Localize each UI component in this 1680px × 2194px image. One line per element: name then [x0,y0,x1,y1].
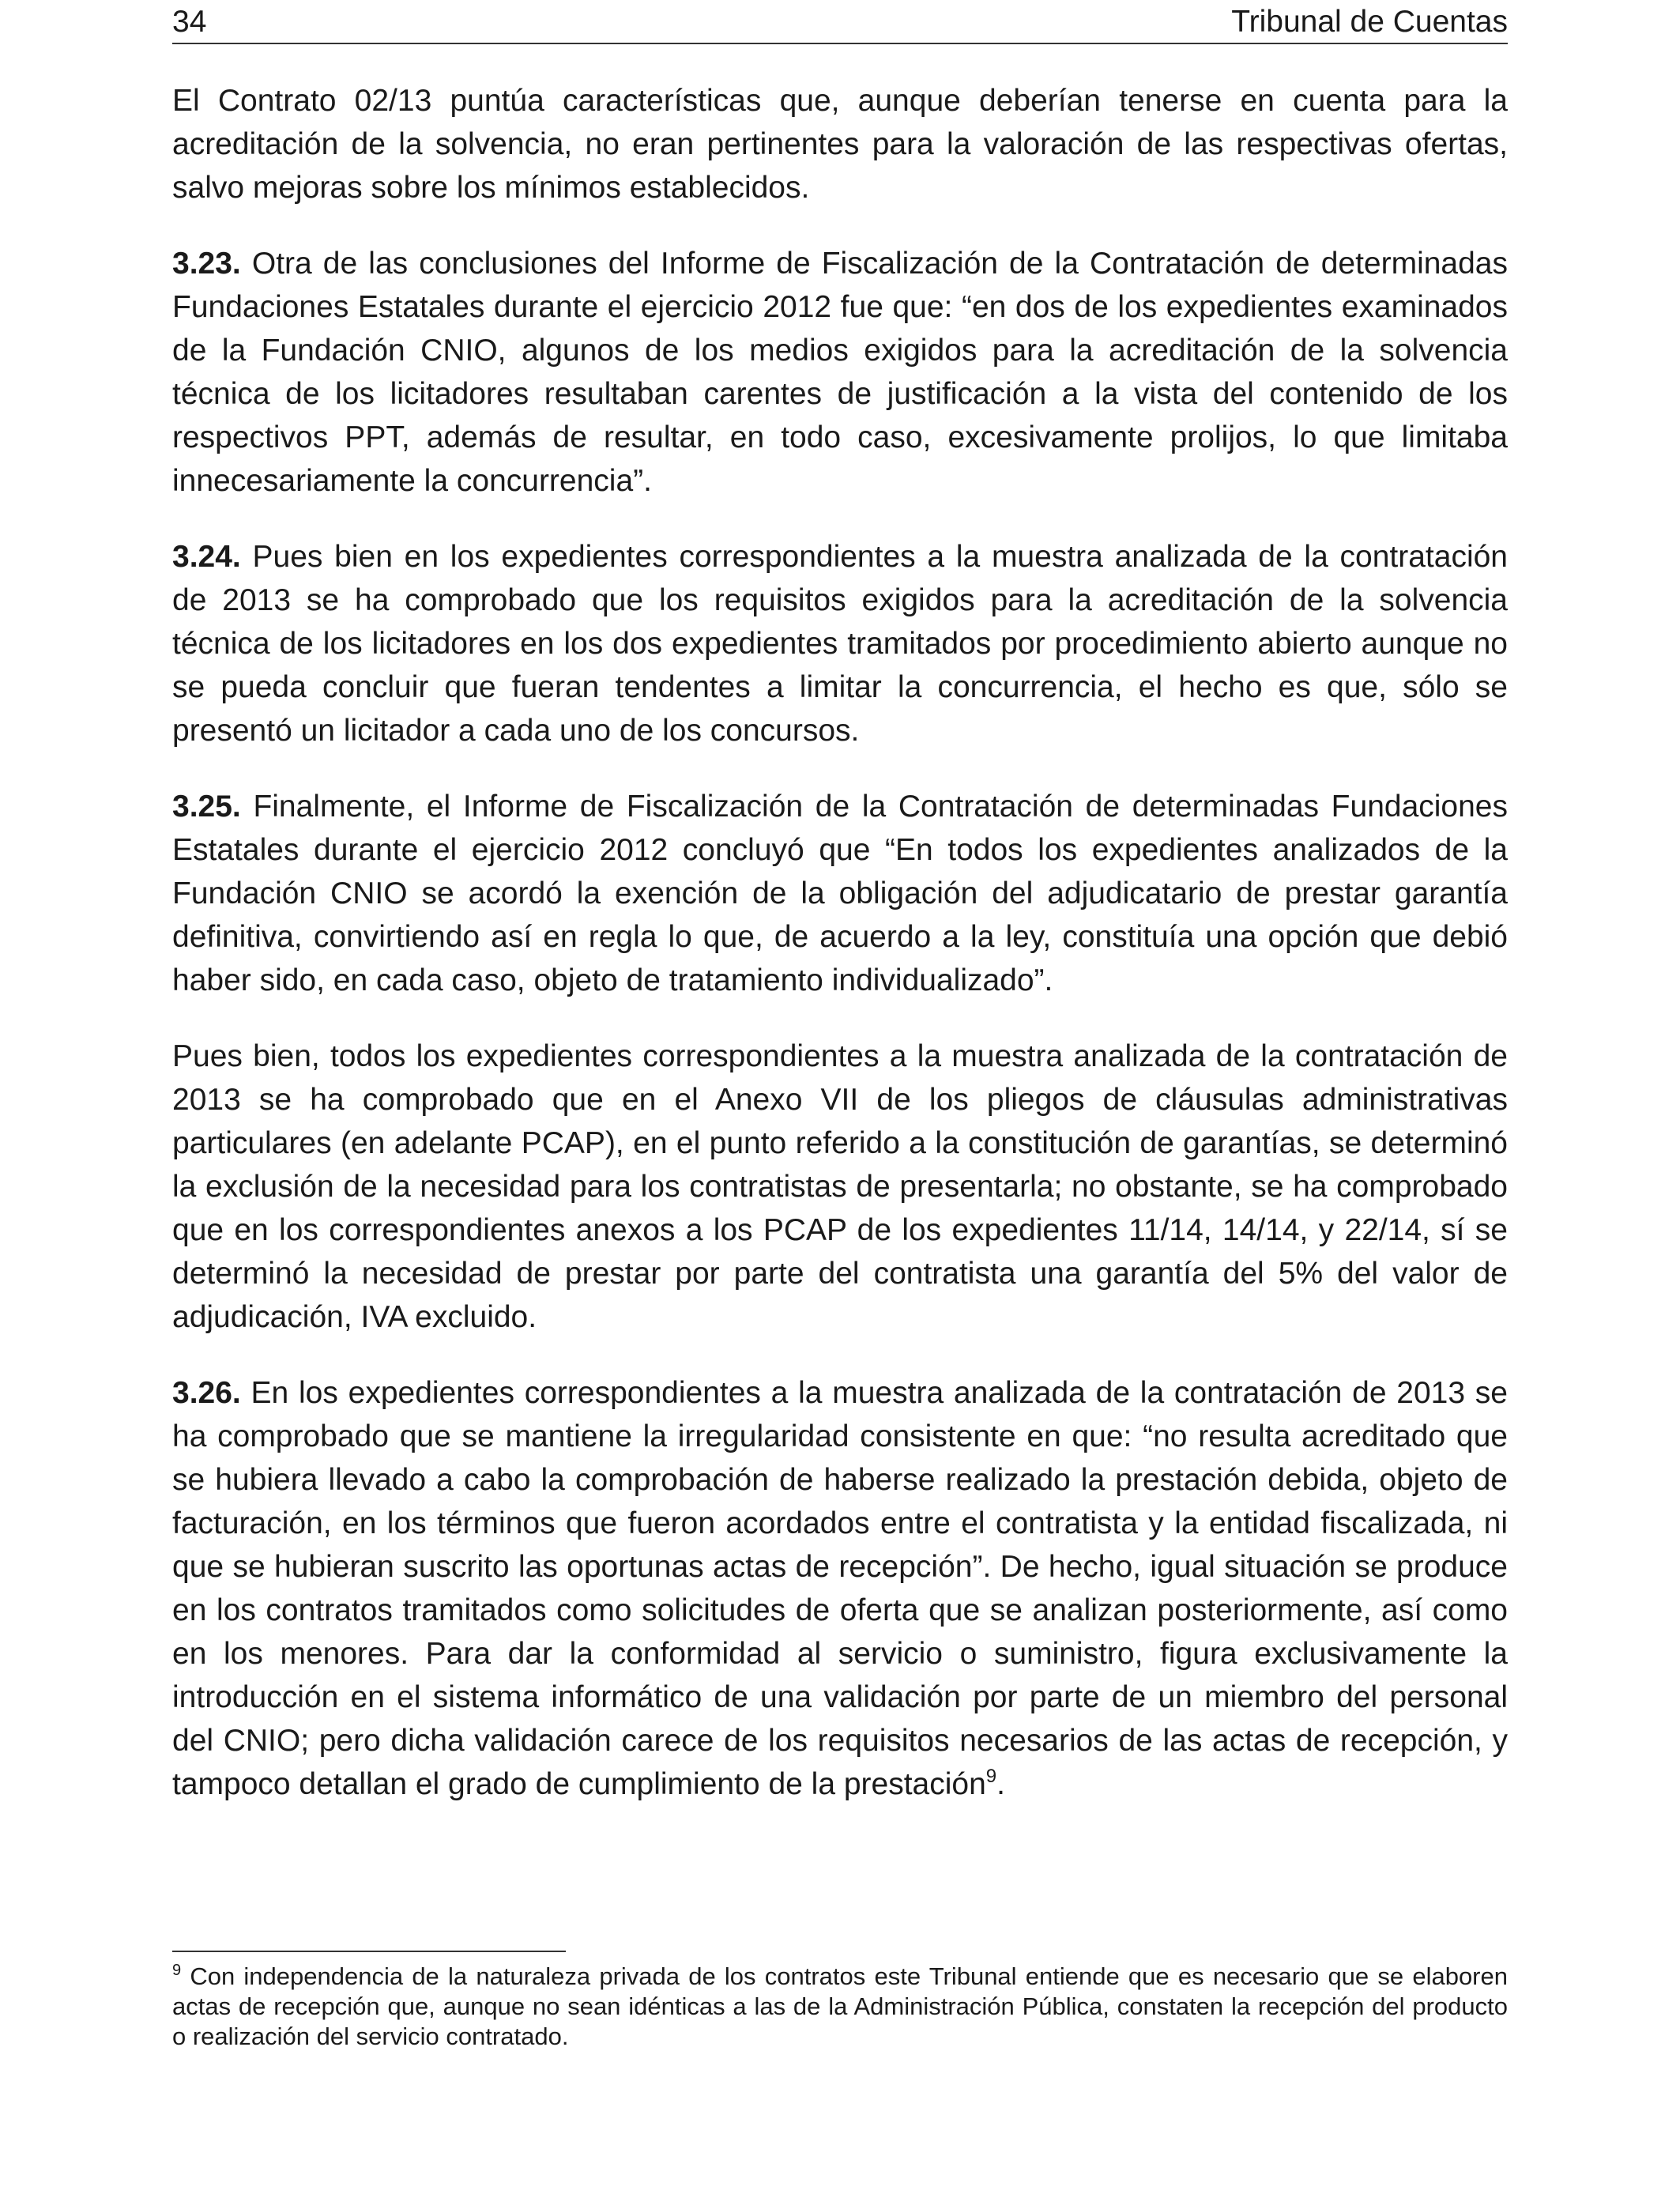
page-header [172,2,1508,44]
footnote-marker: 9 [172,1962,182,1979]
document-title: Tribunal de Cuentas [1231,5,1508,39]
body-text [172,79,1508,1838]
paragraph-3-26 [172,1371,1508,1806]
paragraph-3-24 [172,535,1508,752]
paragraph [172,1035,1508,1339]
paragraph-text: Finalmente, el Informe de Fiscalización de la Contratación de determinadas Fundaciones Estatales durante el ejercicio 2012 concluyó que “En todos los expedientes analizados de la Fundación CNIO se acordó la exención de la obligación del adjudicatario de prestar garantía definitiva, convirtiendo así en regla lo que, de acuerdo a la ley, constituía una opción que debió haber sido, en cada caso, objeto de tratamiento individualizado”. [172,790,1508,997]
paragraph-3-25 [172,785,1508,1002]
footnote-separator [172,1951,566,1952]
paragraph-number: 3.24. [172,540,241,574]
paragraph-suffix: . [996,1767,1005,1801]
paragraph-number: 3.26. [172,1376,241,1410]
paragraph-text: Pues bien en los expedientes correspondientes a la muestra analizada de la contratación de 2013 se ha comprobado que los requisitos exigidos para la acreditación de la solvencia técnica de los licitadores en los dos expedientes tramitados por procedimiento abierto aunque no se pueda concluir que fueran tendentes a limitar la concurrencia, el hecho es que, sólo se presentó un licitador a cada uno de los concursos. [172,540,1508,748]
paragraph-text: Pues bien, todos los expedientes correspondientes a la muestra analizada de la contratación de 2013 se ha comprobado que en el Anexo VII de los pliegos de cláusulas administrativas particulares (en adelante PCAP), en el punto referido a la constitución de garantías, se determinó la exclusión de la necesidad para los contratistas de presentarla; no obstante, se ha comprobado que en los correspondientes anexos a los PCAP de los expedientes 11/14, 14/14, y 22/14, sí se determinó la necesidad de prestar por parte del contratista una garantía del 5% del valor de adjudicación, IVA excluido. [172,1039,1508,1334]
page-number: 34 [172,5,207,39]
paragraph-text: En los expedientes correspondientes a la muestra analizada de la contratación de 2013 se ha comprobado que se mantiene la irregularidad consistente en que: “no resulta acreditado que se hubiera llevado a cabo la comprobación de haberse realizado la prestación debida, objeto de facturación, en los términos que fueron acordados entre el contratista y la entidad fiscalizada, ni que se hubieran suscrito las oportunas actas de recepción”. De hecho, igual situación se produce en los contratos tramitados como solicitudes de oferta que se analizan posteriormente, así como en los menores. Para dar la conformidad al servicio o suministro, figura exclusivamente la introducción en el sistema informático de una validación por parte de un miembro del personal del CNIO; pero dicha validación carece de los requisitos necesarios de las actas de recepción, y tampoco detallan el grado de cumplimiento de la prestación [172,1376,1508,1801]
paragraph [172,79,1508,209]
footnote-reference[interactable]: 9 [985,1766,997,1787]
footnote [172,1962,1508,2052]
paragraph-number: 3.23. [172,247,241,281]
paragraph-3-23 [172,242,1508,503]
paragraph-number: 3.25. [172,790,241,824]
footnote-text: Con independencia de la naturaleza privada de los contratos este Tribunal entiende que es necesario que se elaboren actas de recepción que, aunque no sean idénticas a las de la Administración Pública, constaten la recepción del producto o realización del servicio contratado. [172,1962,1508,2050]
paragraph-text: El Contrato 02/13 puntúa características que, aunque deberían tenerse en cuenta para la acreditación de la solvencia, no eran pertinentes para la valoración de las respectivas ofertas, salvo mejoras sobre los mínimos establecidos. [172,84,1508,205]
paragraph-text: Otra de las conclusiones del Informe de Fiscalización de la Contratación de determinadas Fundaciones Estatales durante el ejercicio 2012 fue que: “en dos de los expedientes examinados de la Fundación CNIO, algunos de los medios exigidos para la acreditación de la solvencia técnica de los licitadores resultaban carentes de justificación a la vista del contenido de los respectivos PPT, además de resultar, en todo caso, excesivamente prolijos, lo que limitaba innecesariamente la concurrencia”. [172,247,1508,498]
